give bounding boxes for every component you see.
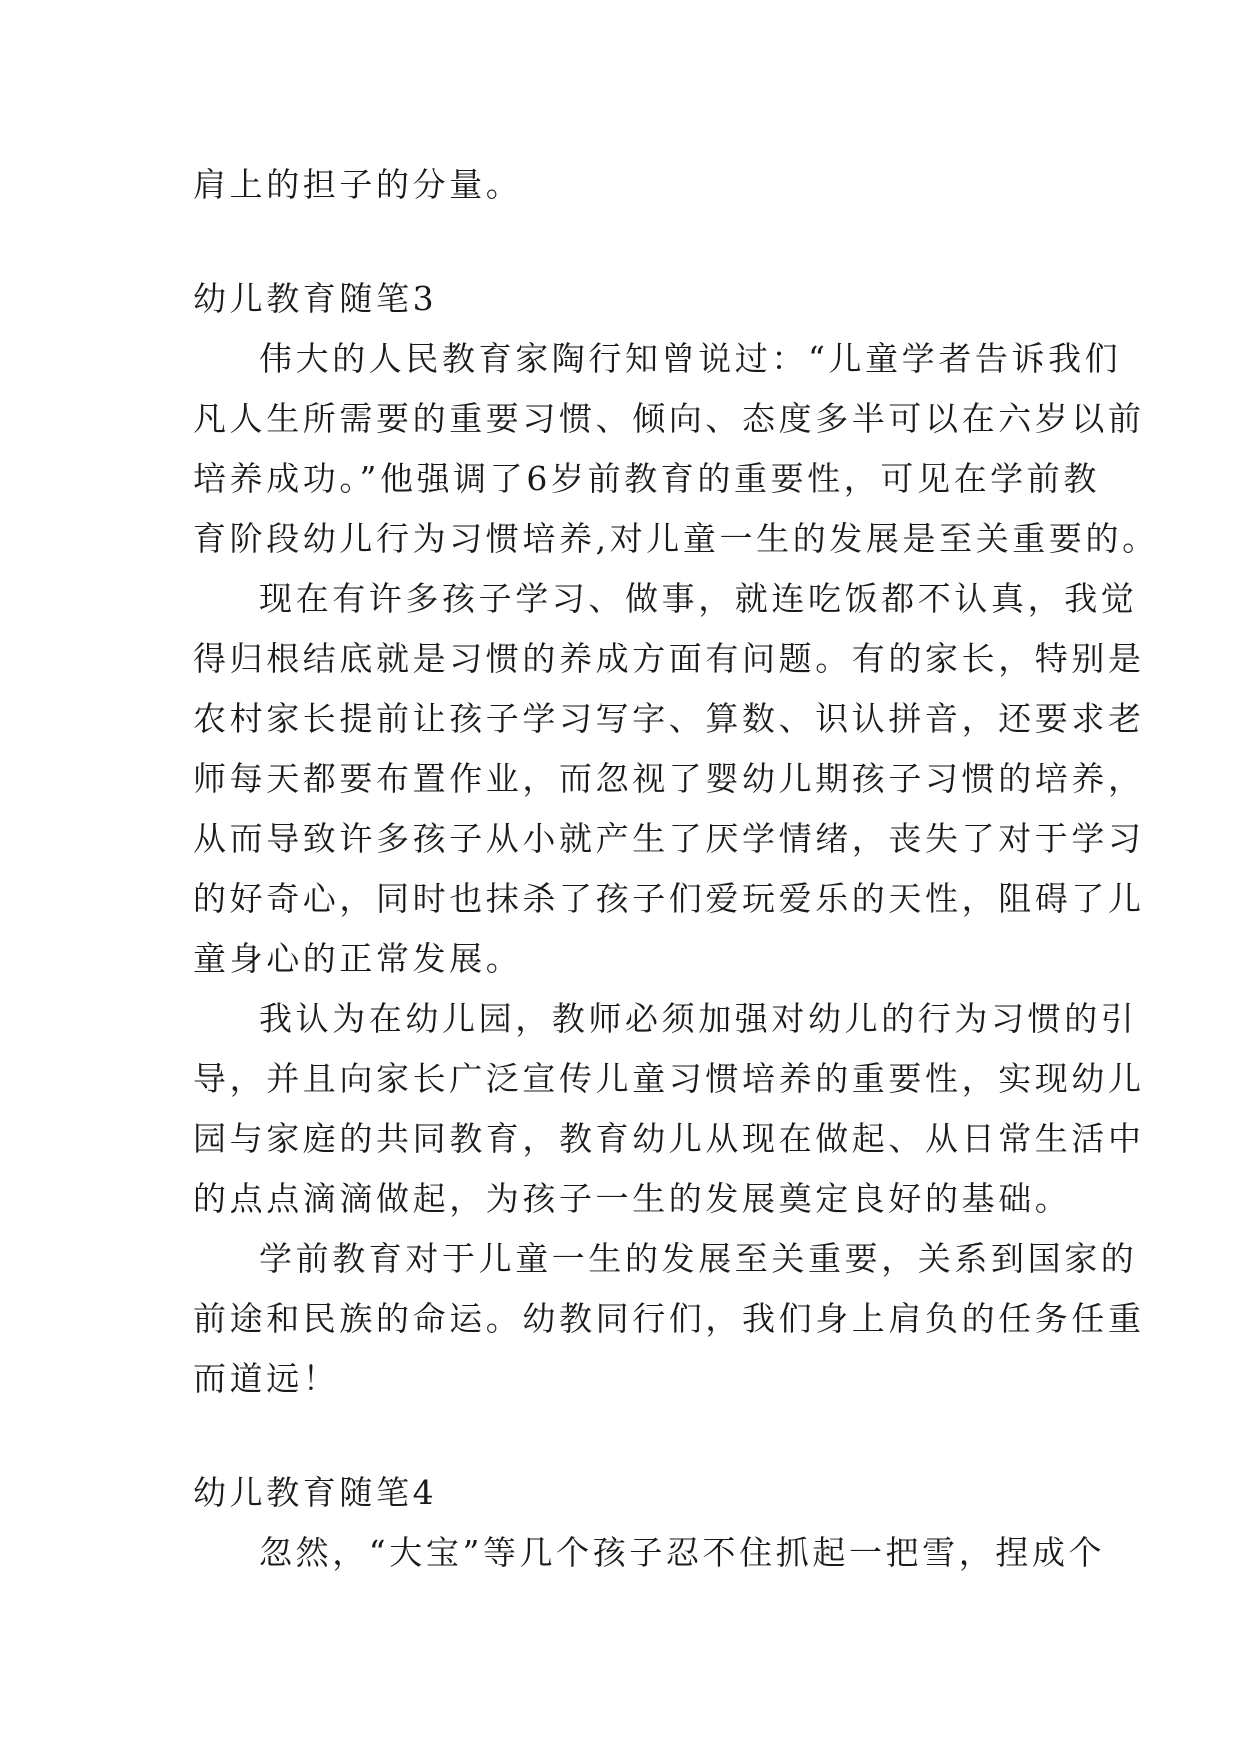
text-line: 从而导致许多孩子从小就产生了厌学情绪，丧失了对于学习 [193,819,1145,858]
text-line: 前途和民族的命运。幼教同行们，我们身上肩负的任务任重 [193,1299,1145,1338]
paragraph-first-line: 忽然，“大宝”等几个孩子忍不住抓起一把雪，捏成个 [259,1533,1106,1572]
blank-line [193,1409,1063,1463]
paragraph-first-line: 我认为在幼儿园，教师必须加强对幼儿的行为习惯的引 [259,999,1138,1038]
section-heading: 幼儿教育随笔3 [193,279,438,318]
text-line: 的点点滴滴做起，为孩子一生的发展奠定良好的基础。 [193,1179,1072,1218]
text-line: 师每天都要布置作业，而忽视了婴幼儿期孩子习惯的培养， [193,759,1145,798]
paragraph-first-line: 伟大的人民教育家陶行知曾说过：“儿童学者告诉我们 [259,339,1122,378]
text-line: 得归根结底就是习惯的养成方面有问题。有的家长，特别是 [193,639,1145,678]
document-body [193,155,1159,1583]
text-line: 童身心的正常发展。 [193,939,523,978]
text-line: 培养成功。”他强调了6岁前教育的重要性，可见在学前教 [193,459,1100,498]
text-line: 而道远！ [193,1359,340,1398]
section-heading: 幼儿教育随笔4 [193,1473,438,1512]
text-line: 的好奇心，同时也抹杀了孩子们爱玩爱乐的天性，阻碍了儿 [193,879,1145,918]
text-line: 凡人生所需要的重要习惯、倾向、态度多半可以在六岁以前 [193,399,1145,438]
text-line: 农村家长提前让孩子学习写字、算数、识认拼音，还要求老 [193,699,1145,738]
blank-line [193,215,1063,269]
text-line: 园与家庭的共同教育，教育幼儿从现在做起、从日常生活中 [193,1119,1145,1158]
text-line: 育阶段幼儿行为习惯培养,对儿童一生的发展是至关重要的。 [193,519,1159,558]
paragraph-first-line: 学前教育对于儿童一生的发展至关重要，关系到国家的 [259,1239,1138,1278]
text-line: 肩上的担子的分量。 [193,165,523,204]
paragraph-first-line: 现在有许多孩子学习、做事，就连吃饭都不认真，我觉 [259,579,1138,618]
text-line: 导，并且向家长广泛宣传儿童习惯培养的重要性，实现幼儿 [193,1059,1145,1098]
